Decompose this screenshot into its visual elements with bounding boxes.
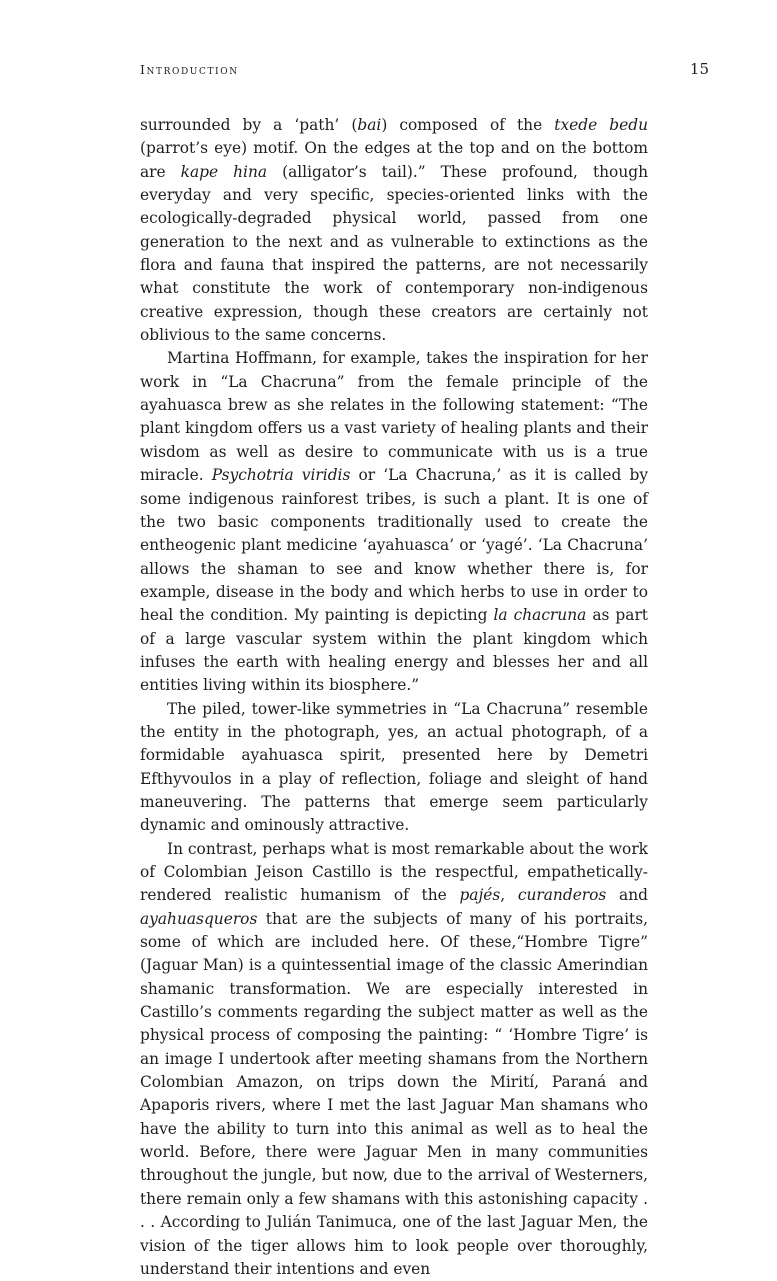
page-number: 15 bbox=[689, 60, 709, 78]
italic-term: txede bedu bbox=[554, 116, 648, 134]
paragraph bbox=[140, 114, 648, 347]
body-text bbox=[140, 114, 648, 1281]
text-run: (parrot’s eye) motif. On the edges at the top and on the bottom are bbox=[140, 139, 648, 181]
running-head: Introduction bbox=[140, 62, 239, 77]
italic-term: kape hina bbox=[180, 162, 268, 181]
text-run: , bbox=[500, 886, 518, 905]
text-run: or ‘La Chacruna,’ as it is called by some indigenous rainforest tribes, is such a plant. It is one of the two basic components traditionally used to create the entheogenic plant medicine ‘ayahuasca’ or ‘yagé’. ‘La Chacruna’ allows the shaman to see and know whether there is, for example, disease in the body and which herbs to use in order to heal the condition. My painting is depicting bbox=[140, 466, 649, 625]
paragraph bbox=[140, 698, 648, 838]
text-run: and bbox=[606, 886, 648, 905]
text-run: In contrast, perhaps what is most remarkable about the work of Colombian Jeison Castillo is the respectful, empathetically-rendered realistic humanism of the bbox=[140, 839, 648, 905]
text-run: as part of a large vascular system within the plant kingdom which infuses the earth with healing energy and blesses her and all entities living within its biosphere.” bbox=[140, 606, 648, 695]
text-run: Martina Hoffmann, for example, takes the inspiration for her work in “La Chacruna” from the female principle of the ayahuasca brew as she relates in the following statement: “The plant kingdom offers us a vast variety of healing plants and their wisdom as well as desire to communicate with us is a true miracle. bbox=[140, 349, 648, 485]
italic-term: pajés bbox=[459, 886, 501, 905]
italic-term: bai bbox=[357, 116, 382, 134]
text-run: ) composed of the bbox=[381, 116, 555, 134]
paragraph bbox=[140, 838, 648, 1281]
italic-term: ayahuasqueros bbox=[140, 909, 258, 928]
paragraph bbox=[140, 347, 648, 697]
text-run: The piled, tower-like symmetries in “La Chacruna” resemble the entity in the photograph, yes, an actual photograph, of a formidable ayahuasca spirit, presented here by Demetri Efthyvoulos in a play of reflection, foliage and sleight of hand maneuvering. The patterns that emerge seem particularly dynamic and ominously attractive. bbox=[140, 699, 648, 835]
italic-term: la chacruna bbox=[493, 606, 587, 625]
page-header bbox=[0, 62, 777, 86]
italic-term: Psychotria viridis bbox=[211, 466, 351, 485]
text-run: that are the subjects of many of his portraits, some of which are included here. Of these,“Hombre Tigre” (Jaguar Man) is a quintessential image of the classic Amerindian shamanic transformation. We are especially interested in Castillo’s comments regarding the subject matter as well as the physical process of composing the painting: “ ‘Hombre Tigre’ is an image I undertook after meeting shamans from the Northern Colombian Amazon, on trips down the Mirití, Paraná and Apaporis rivers, where I met the last Jaguar Man shamans who have the ability to turn into this animal as well as to heal the world. Before, there were Jaguar Men in many communities throughout the jungle, but now, due to the arrival of Westerners, there remain only a few shamans with this astonishing capacity . . . According to Julián Tanimuca, one of the last Jaguar Men, the vision of the tiger allows him to look people over thoroughly, understand their intentions and even bbox=[140, 909, 648, 1278]
text-run: surrounded by a ‘path’ ( bbox=[140, 116, 358, 134]
text-run: (alligator’s tail).” These profound, though everyday and very specific, species-oriented links with the ecologically-degraded physical world, passed from one generation to the next and as vulnerable to extinctions as the flora and fauna that inspired the patterns, are not necessarily what constitute the work of contemporary non-indigenous creative expression, though these creators are certainly not oblivious to the same concerns. bbox=[140, 162, 648, 345]
italic-term: curanderos bbox=[517, 886, 607, 905]
